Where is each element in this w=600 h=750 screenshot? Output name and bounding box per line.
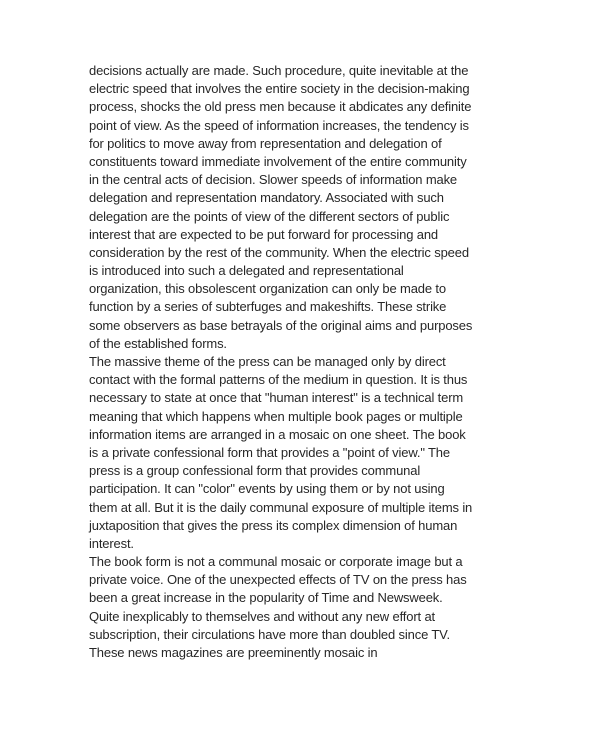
paragraph [89,62,529,353]
text-line: participation. It can "color" events by using them or by not using [89,481,445,497]
text-line: Quite inexplicably to themselves and without any new effort at [89,608,435,624]
text-line: delegation are the points of view of the different sectors of public [89,208,450,224]
text-line: been a great increase in the popularity of Time and Newsweek. [89,590,443,606]
text-line: point of view. As the speed of information increases, the tendency is [89,117,469,133]
text-line: delegation and representation mandatory. Associated with such [89,190,444,206]
paragraph [89,553,529,662]
text-line: some observers as base betrayals of the original aims and purposes [89,317,473,333]
text-line: These news magazines are preeminently mosaic in [89,645,378,660]
text-line: them at all. But it is the daily communal exposure of multiple items in [89,499,473,515]
text-line: process, shocks the old press men because it abdicates any definite [89,99,472,115]
text-line: consideration by the rest of the community. When the electric speed [89,244,469,260]
text-line: is introduced into such a delegated and representational [89,263,404,279]
text-line: constituents toward immediate involvement of the entire community [89,153,467,169]
text-line: interest that are expected to be put forward for processing and [89,226,438,242]
text-line: The book form is not a communal mosaic or corporate image but a [89,554,463,570]
text-line: in the central acts of decision. Slower speeds of information make [89,172,458,188]
text-line: subscription, their circulations have more than doubled since TV. [89,626,450,642]
text-line: juxtaposition that gives the press its complex dimension of human [89,517,458,533]
text-line: is a private confessional form that provides a "point of view." The [89,444,450,460]
page-text [89,62,529,662]
text-line: organization, this obsolescent organization can only be made to [89,281,446,297]
text-line: for politics to move away from representation and delegation of [89,135,442,151]
text-line: electric speed that involves the entire society in the decision-making [89,81,470,97]
text-line: meaning that which happens when multiple book pages or multiple [89,408,463,424]
text-line: function by a series of subterfuges and makeshifts. These strike [89,299,447,315]
text-line: information items are arranged in a mosaic on one sheet. The book [89,426,466,442]
text-line: interest. [89,535,134,551]
paragraph [89,353,529,553]
text-line: private voice. One of the unexpected effects of TV on the press has [89,572,467,588]
text-line: press is a group confessional form that provides communal [89,463,421,479]
text-line: The massive theme of the press can be managed only by direct [89,354,446,369]
text-line: decisions actually are made. Such procedure, quite inevitable at the [89,63,469,78]
text-line: of the established forms. [89,335,227,351]
text-line: contact with the formal patterns of the medium in question. It is thus [89,372,468,388]
text-line: necessary to state at once that "human interest" is a technical term [89,390,464,406]
